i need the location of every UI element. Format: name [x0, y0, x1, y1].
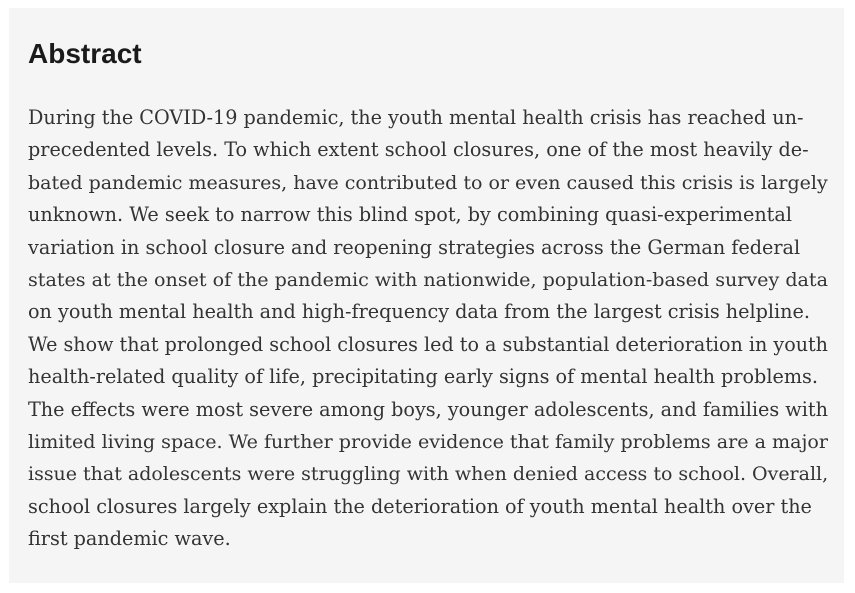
abstract-line: During the COVID-19 pandemic, the youth mental health crisis has reached un-: [28, 106, 804, 129]
abstract-line: health-related quality of life, precipitating early signs of mental health problems.: [28, 365, 818, 389]
abstract-heading: Abstract: [28, 38, 142, 69]
abstract-section: [9, 8, 844, 583]
abstract-line: The effects were most severe among boys, younger adolescents, and families with: [28, 397, 828, 421]
abstract-line: unknown. We seek to narrow this blind spot, by combining quasi-experimental: [28, 203, 792, 227]
abstract-body: [28, 102, 828, 556]
abstract-line: issue that adolescents were struggling with when denied access to school. Overall,: [28, 463, 829, 486]
abstract-line: precedented levels. To which extent school closures, one of the most heavily de-: [28, 138, 809, 162]
abstract-line: on youth mental health and high-frequency data from the largest crisis helpline.: [28, 300, 810, 324]
abstract-line: states at the onset of the pandemic with nationwide, population-based survey data: [28, 268, 828, 292]
abstract-line: limited living space. We further provide evidence that family problems are a major: [28, 431, 828, 454]
abstract-line: bated pandemic measures, have contributed to or even caused this crisis is largely: [28, 171, 828, 194]
abstract-line: variation in school closure and reopening strategies across the German federal: [28, 235, 801, 259]
abstract-line: first pandemic wave.: [28, 527, 231, 551]
abstract-line: We show that prolonged school closures led to a substantial deterioration in youth: [28, 332, 828, 356]
abstract-line: school closures largely explain the deterioration of youth mental health over the: [28, 494, 812, 518]
